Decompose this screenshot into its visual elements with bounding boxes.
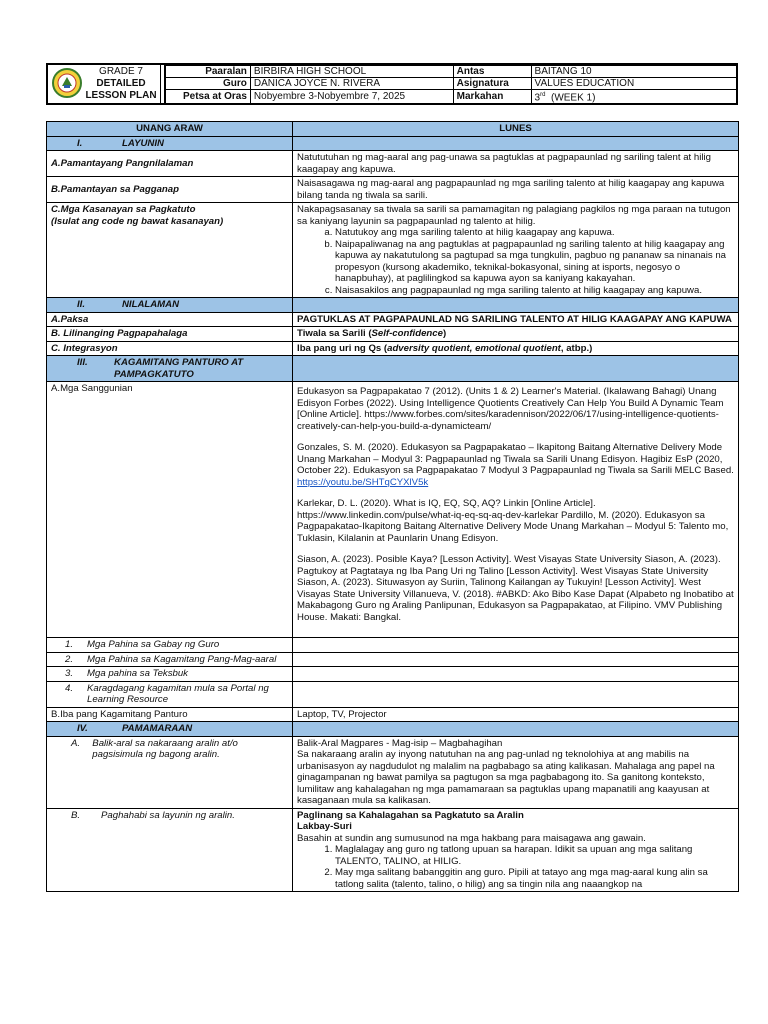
markahan-label: Markahan [453,90,531,104]
references-cell [293,382,739,638]
table-row [47,638,739,653]
table-row [47,652,739,667]
row-label [47,681,293,707]
section-number: II. [77,299,85,310]
paaralan-value: BIRBIRA HIGH SCHOOL [250,66,453,78]
kasanayan-list [297,227,734,296]
row-value [293,736,739,808]
youtube-link[interactable]: https://youtu.be/SHTqCYXlV5k [297,476,429,488]
section-title: PAMAMARAAN [122,723,193,734]
row-value [293,808,739,892]
list-item: c. Naisasakilos ang pagpapaunlad ng mga sariling talento at hilig kaagapay ang kapuwa. [335,285,734,297]
row-label [47,736,293,808]
balik-aral-heading: Balik-Aral Magpares - Mag-isip – Magbahagihan [297,737,503,749]
table-row [47,312,739,327]
section-number: I. [77,137,83,149]
lesson-plan-label: LESSON PLAN [85,90,157,101]
paaralan-label: Paaralan [166,66,251,78]
petsa-value: Nobyembre 3-Nobyembre 7, 2025 [250,90,453,104]
kasanayan-intro: Nakapagsasanay sa tiwala sa sarili sa pamamagitan ng palagiang pagkilos ng mga paraan na tutugon sa kaniyang layunin sa pagpapaunlad ng talento at hilig. [297,204,731,227]
balik-aral-text: Sa nakaraang aralin ay inyong natutuhan na ang pag-unlad ng teknolohiya at ang mabilis na urbanisasyon ay nagdudulot ng malalim na pagbabago sa ating kalikasan. Mahalaga ang papel na ginagampanan ng bawat pamilya sa pagtugon sa mga pagbabagong ito. Sa ganitong konteksto, lumilitaw ang kahalagahan ng mga pamamaraan sa pagtuklas upang mapanatili ang kaayusan at kasaganaan mula sa kalikasan. [297,749,715,806]
step-text: Paghahabi sa layunin ng aralin. [101,809,235,821]
reference-entry: Karlekar, D. L. (2020). What is IQ, EQ, SQ, AQ? Linkin [Online Article]. https://www.linkedin.com/pulse/what-iq-eq-sq-aq-dev-karlekar Pardillo, M. (2020). Edukasyon sa Pagpapakatao-Ikapitong Baitang Alternative Delivery Mode Unang Markahan – Modyul 5: Talento mo, Tuklasin, Kilalanin at Paunlarin Unang Edisyon. [297,498,729,544]
list-item: 2. May mga salitang babanggitin ang guro. Pipili at tatayo ang mga mag-aaral kung alin sa tatlong salita (talento, talino, o hilig) ang sa tingin nila ang naaangkop na [335,867,734,890]
item-text: Karagdagang kagamitan mula sa Portal ng Learning Resource [87,682,269,705]
table-row [47,382,739,638]
section-layunin [47,136,739,151]
row-label: B.Iba pang Kagamitang Panturo [47,707,293,722]
markahan-suffix: rd [540,92,546,98]
reference-entry: Siason, A. (2023). Posible Kaya? [Lesson Activity]. West Visayas State University Siason, A. (2023). Pagtukoy at Pagtataya ng Iba Pang Uri ng Talino [Lesson Activity]. West Visayas State University Siason, A. (2023). Situwasyon ay Suriin, Talinong Kailangan ay Tukuyin! [Lesson Activity]. West Visayas State University Villanueva, V. (2018). #ABKD: Ako Bibo Kase Dapat (Alpabeto ng Inobatibo at Makabagong Guro ng Araling Panlipunan, Edukasyon sa Pagpapakatao, at Filipino. VMV Publishing House. Makati: Bangkal. [297,554,734,623]
table-row [47,808,739,892]
lesson-plan-header [46,63,738,105]
row-label: B. Lilinanging Pagpapahalaga [47,327,293,342]
header-info-grid [164,65,737,103]
grade-label: GRADE 7 [99,66,143,77]
row-label: A.Mga Sanggunian [47,382,293,638]
row-label [47,808,293,892]
table-row [47,341,739,356]
row-value [293,327,739,342]
asignatura-value: VALUES EDUCATION [531,78,736,90]
section-title: KAGAMITANG PANTURO AT PAMPAGKATUTO [114,357,244,380]
row-label: A.Pamantayang Pangnilalaman [47,151,293,177]
section-number: III. [77,357,88,368]
antas-value: BAITANG 10 [531,66,736,78]
item-text: Mga Pahina sa Kagamitang Pang-Mag-aaral [87,653,277,665]
header-logo-cell [48,65,161,103]
list-item: 1. Maglalagay ang guro ng tatlong upuan sa harapan. Idikit sa upuan ang mga salitang TALENTO, TALINO, at HILIG. [335,844,734,867]
value-italic: adversity quotient, emotional quotient [387,342,561,354]
row-value: Natututuhan ng mag-aaral ang pag-unawa sa pagtuklas at pagpapaunlad ng sariling talent at hilig kaagapay ang kapuwa. [293,151,739,177]
row-label [47,203,293,298]
kasanayan-note: (Isulat ang code ng bawat kasanayan) [51,215,224,227]
table-row [47,681,739,707]
table-row [47,177,739,203]
reference-entry [297,442,734,488]
section-number: IV. [77,723,88,734]
list-item: b. Naipapaliwanag na ang pagtuklas at pagpapaunlad ng sariling talento at hilig kaagapay ang kapuwa ay nakatutulong sa pagtupad sa mga tungkulin, pagbuo ng pananaw sa ninanais na propesyon (kursong akademiko, teknikal-bokasyonal, sining at isports, negosyo o hanapbuhay), at paglilingkod sa kapuwa ayon sa kaniyang kakayahan. [335,239,734,285]
kasanayan-label: C.Mga Kasanayan sa Pagkatuto [51,204,196,215]
row-label [47,638,293,653]
item-number: 3. [65,668,74,679]
row-label: B.Pamantayan sa Pagganap [47,177,293,203]
item-number: 2. [65,653,74,665]
value-italic: Self-confidence [371,328,443,339]
section-title: LAYUNIN [122,137,164,149]
markahan-number: 3 [534,92,541,104]
row-value: PAGTUKLAS AT PAGPAPAUNLAD NG SARILING TALENTO AT HILIG KAAGAPAY ANG KAPUWA [293,312,739,327]
antas-label: Antas [453,66,531,78]
step-letter: B. [71,809,81,821]
reference-text: Gonzales, S. M. (2020). Edukasyon sa Pagpapakatao – Ikapitong Baitang Alternative Delivery Mode Unang Markahan – Modyul 3: Pagpapaunlad ng Tiwala sa Sarili Unang Edisyon. Hagibiz EsP (2020, October 22). Edukasyon sa Pagpapakatao 7 Modyul 3 Pagpapaunlad ng Tiwala sa Sarili MELC Based. [297,442,734,476]
day-header: UNANG ARAW [47,122,293,137]
row-label [47,652,293,667]
petsa-label: Petsa at Oras [166,90,251,104]
item-number: 4. [65,682,74,694]
school-seal-icon [52,68,82,98]
table-row [47,707,739,722]
value-text: , atbp.) [560,342,593,354]
row-label: A.Paksa [47,312,293,327]
item-text: Mga pahina sa Teksbuk [87,668,188,679]
weekday-header: LUNES [293,122,739,137]
item-number: 1. [65,639,74,650]
guro-value: DANICA JOYCE N. RIVERA [250,78,453,90]
row-label: C. Integrasyon [47,341,293,356]
row-value: Naisasagawa ng mag-aaral ang pagpapaunlad ng mga sariling talento at hilig kaagapay ang kapuwa bilang tanda ng tiwala sa sarili. [293,177,739,203]
table-row [47,203,739,298]
section-kagamitan [47,356,739,382]
section-title: NILALAMAN [122,299,180,310]
asignatura-label: Asignatura [453,78,531,90]
row-value: Laptop, TV, Projector [293,707,739,722]
item-text: Mga Pahina sa Gabay ng Guro [87,639,220,650]
row-value [293,203,739,298]
lakbay-suri-heading: Lakbay-Suri [297,821,352,832]
markahan-week: (WEEK 1) [545,92,596,104]
instructions-text: Basahin at sundin ang sumusunod na mga hakbang para maisagawa ang gawain. [297,832,646,844]
section-nilalaman [47,298,739,313]
table-row [47,667,739,682]
step-text: Balik-aral sa nakaraang aralin at/o pagsisimula ng bagong aralin. [92,737,238,760]
document-title [82,66,160,102]
detailed-label: DETAILED [96,78,146,89]
table-row [47,736,739,808]
table-row [47,327,739,342]
markahan-value [531,90,736,104]
paglinang-heading: Paglinang sa Kahalagahan sa Pagkatuto sa Aralin [297,809,524,821]
steps-list [297,844,734,890]
row-value [293,341,739,356]
step-letter: A. [71,737,81,749]
value-text: Tiwala sa Sarili ( [297,328,372,339]
value-text: ) [442,328,447,339]
row-label [47,667,293,682]
table-row [47,151,739,177]
table-header-row [47,122,739,137]
list-item: a. Natutukoy ang mga sariling talento at hilig kaagapay ang kapuwa. [335,227,734,239]
lesson-plan-table [46,121,739,892]
reference-entry: Edukasyon sa Pagpapakatao 7 (2012). (Units 1 & 2) Learner's Material. (Ikalawang Bahagi) Unang Edisyon Forbes (2022). Using Intelligence Quotients Creatively Can Help You Build A Dynamic Team [Online Article]. https://www.forbes.com/sites/karadennison/2022/06/17/using-intelligence-quotients-creatively-can-help-you-build-a-dynamicteam/ [297,386,724,432]
guro-label: Guro [166,78,251,90]
value-text: Iba pang uri ng Qs ( [297,342,388,354]
section-pamamaraan [47,722,739,737]
